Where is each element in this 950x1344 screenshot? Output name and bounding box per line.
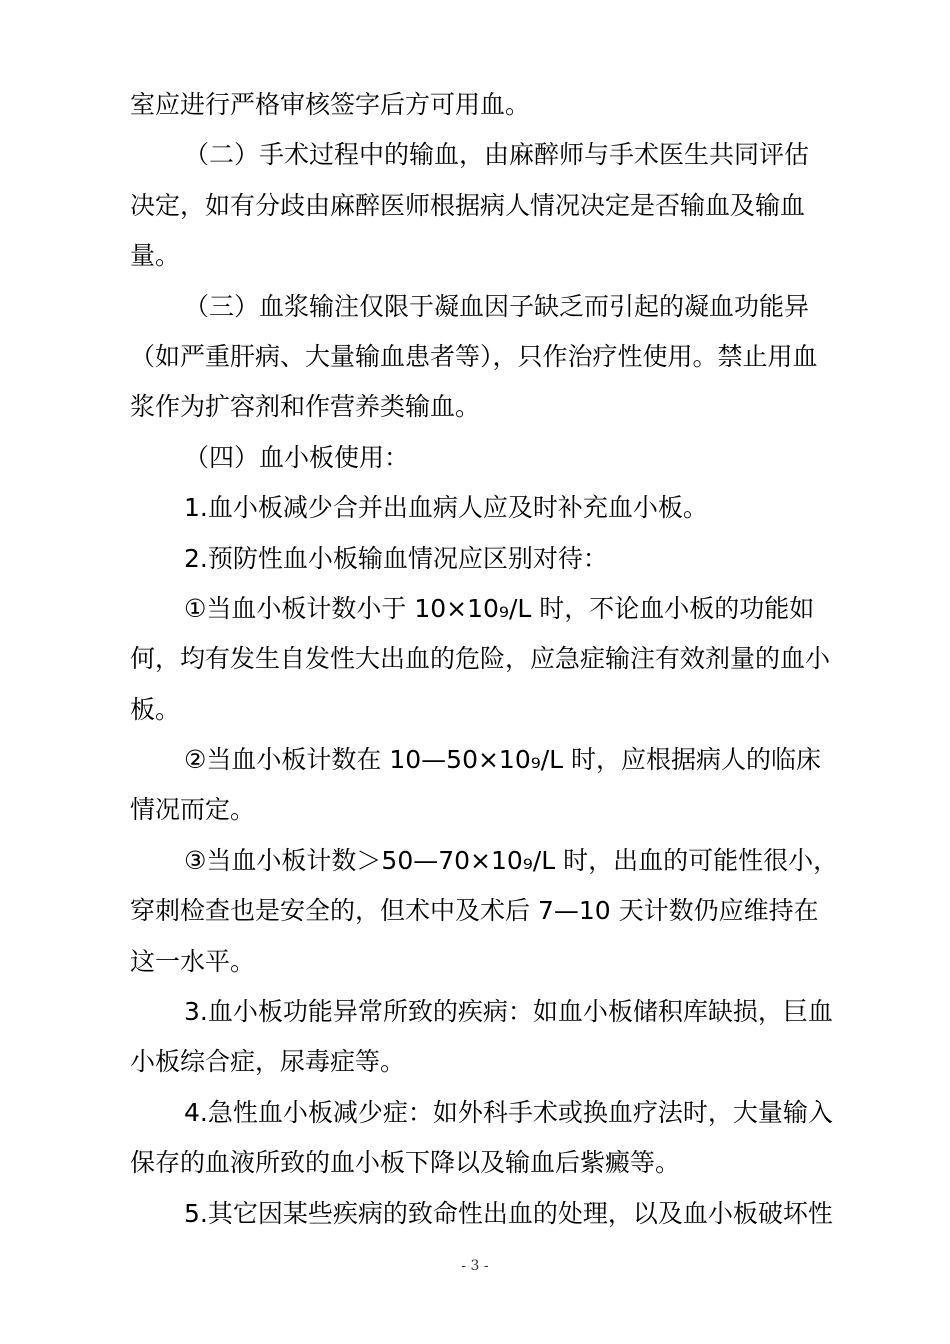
- text-line-14: ②当血小板计数在 10—50×10₉/L 时，应根据病人的临床: [184, 745, 822, 775]
- text-line-11: ①当血小板计数小于 10×10₉/L 时，不论血小板的功能如: [184, 593, 815, 623]
- text-line-21: 4.急性血小板减少症：如外科手术或换血疗法时，大量输入: [184, 1097, 833, 1127]
- text-line-07: 浆作为扩容剂和作营养类输血。: [130, 392, 481, 422]
- text-line-08: （四）血小板使用：: [184, 442, 410, 472]
- text-line-05: （三）血浆输注仅限于凝血因子缺乏而引起的凝血功能异: [184, 291, 810, 321]
- text-line-20: 小板综合症，尿毒症等。: [130, 1047, 406, 1077]
- text-line-01: 室应进行严格审核签字后方可用血。: [130, 90, 531, 119]
- text-line-16: ③当血小板计数＞50—70×10₉/L 时，出血的可能性很小，: [184, 845, 838, 875]
- text-line-22: 保存的血液所致的血小板下降以及输血后紫癜等。: [130, 1148, 681, 1178]
- text-line-12: 何，均有发生自发性大出血的危险，应急症输注有效剂量的血小: [130, 644, 831, 674]
- text-line-04: 量。: [130, 241, 181, 271]
- text-line-02: （二）手术过程中的输血，由麻醉师与手术医生共同评估: [184, 140, 810, 170]
- page-number: - 3 -: [461, 1258, 489, 1274]
- text-line-09: 1.血小板减少合并出血病人应及时补充血小板。: [184, 493, 708, 523]
- text-line-15: 情况而定。: [130, 795, 256, 825]
- text-line-18: 这一水平。: [130, 946, 256, 976]
- text-line-23: 5.其它因某些疾病的致命性出血的处理，以及血小板破坏性: [184, 1198, 833, 1228]
- text-line-13: 板。: [130, 694, 181, 724]
- document-body: [130, 80, 838, 1239]
- text-line-03: 决定，如有分歧由麻醉医师根据病人情况决定是否输血及输血: [130, 190, 806, 220]
- text-line-19: 3.血小板功能异常所致的疾病：如血小板储积库缺损，巨血: [184, 997, 833, 1027]
- text-line-06: （如严重肝病、大量输血患者等），只作治疗性使用。禁止用血: [130, 341, 818, 371]
- text-line-10: 2.预防性血小板输血情况应区别对待：: [184, 543, 608, 573]
- text-line-17: 穿刺检查也是安全的，但术中及术后 7—10 天计数仍应维持在: [130, 896, 819, 926]
